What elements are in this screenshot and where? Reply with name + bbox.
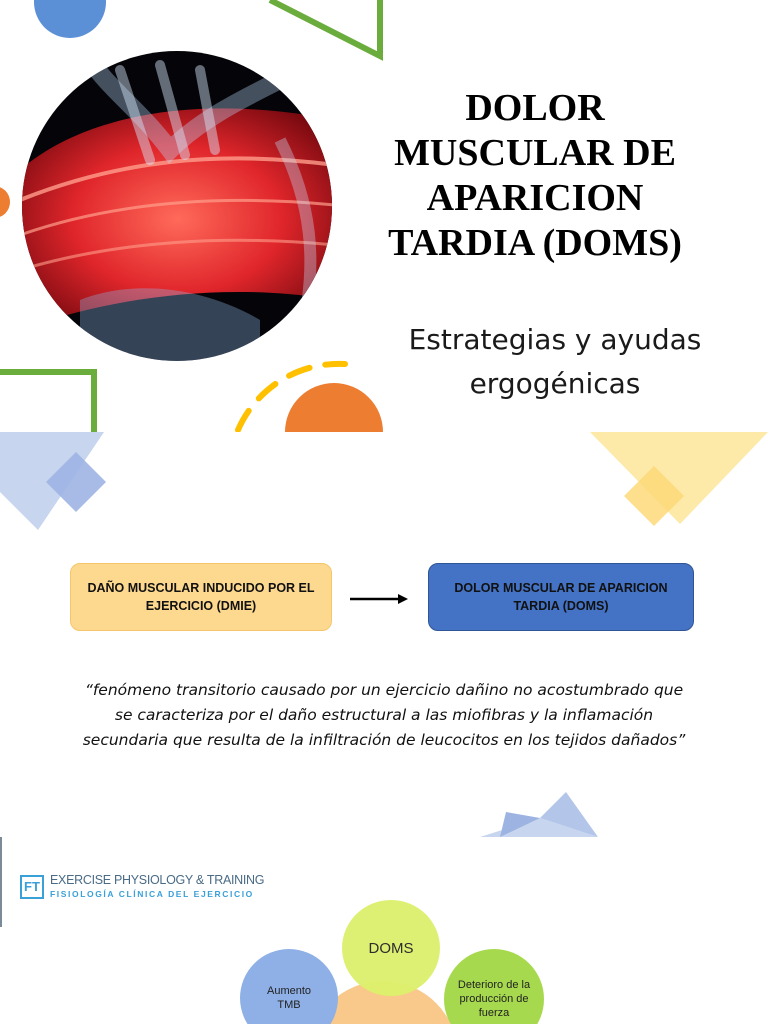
orange-half-circle-decoration [285,383,383,432]
muscle-photo [20,50,340,380]
definition-quote: “fenómeno transitorio causado por un ejercicio dañino no acostumbrado que se caracteriza por el daño estructural a las miofibras y la inflamación secundaria que resulta de la infiltración de leucocitos en los tejidos dañados” [82,681,686,749]
logo [20,873,265,907]
effects-slide [0,837,768,1024]
slide-title: DOLOR MUSCULAR DE APARICION TARDIA (DOMS) [388,87,682,264]
dmie-box: DAÑO MUSCULAR INDUCIDO POR EL EJERCICIO (DMIE) [70,563,332,631]
logo-line2: FISIOLOGÍA CLÍNICA DEL EJERCICIO [50,889,254,899]
slide-edge-line [0,837,2,927]
tmb-bubble [240,949,338,1024]
arrow-head-icon [398,594,408,604]
green-triangle-decoration [270,0,380,56]
force-bubble [444,949,544,1024]
slide-subtitle: Estrategias y ayudas ergogénicas [408,323,702,400]
definition-slide [0,432,768,837]
title-slide [0,0,768,432]
doms-bubble-label: DOMS [368,939,414,957]
orange-circle-decoration [0,186,10,218]
yellow-triangle-decoration [590,432,768,524]
force-bubble-label: Deterioro de la producción de fuerza [457,979,531,1019]
green-bracket-decoration [0,372,94,432]
doms-box: DOLOR MUSCULAR DE APARICION TARDIA (DOMS) [428,563,694,631]
doms-bubble [342,900,440,996]
logo-line1: EXERCISE PHYSIOLOGY & TRAINING [50,873,265,887]
tmb-bubble-label: Aumento TMB [266,985,312,1011]
logo-mark-icon: FT [20,875,44,899]
blue-circle-decoration [34,0,106,38]
definition-slide-decorations [0,432,768,837]
